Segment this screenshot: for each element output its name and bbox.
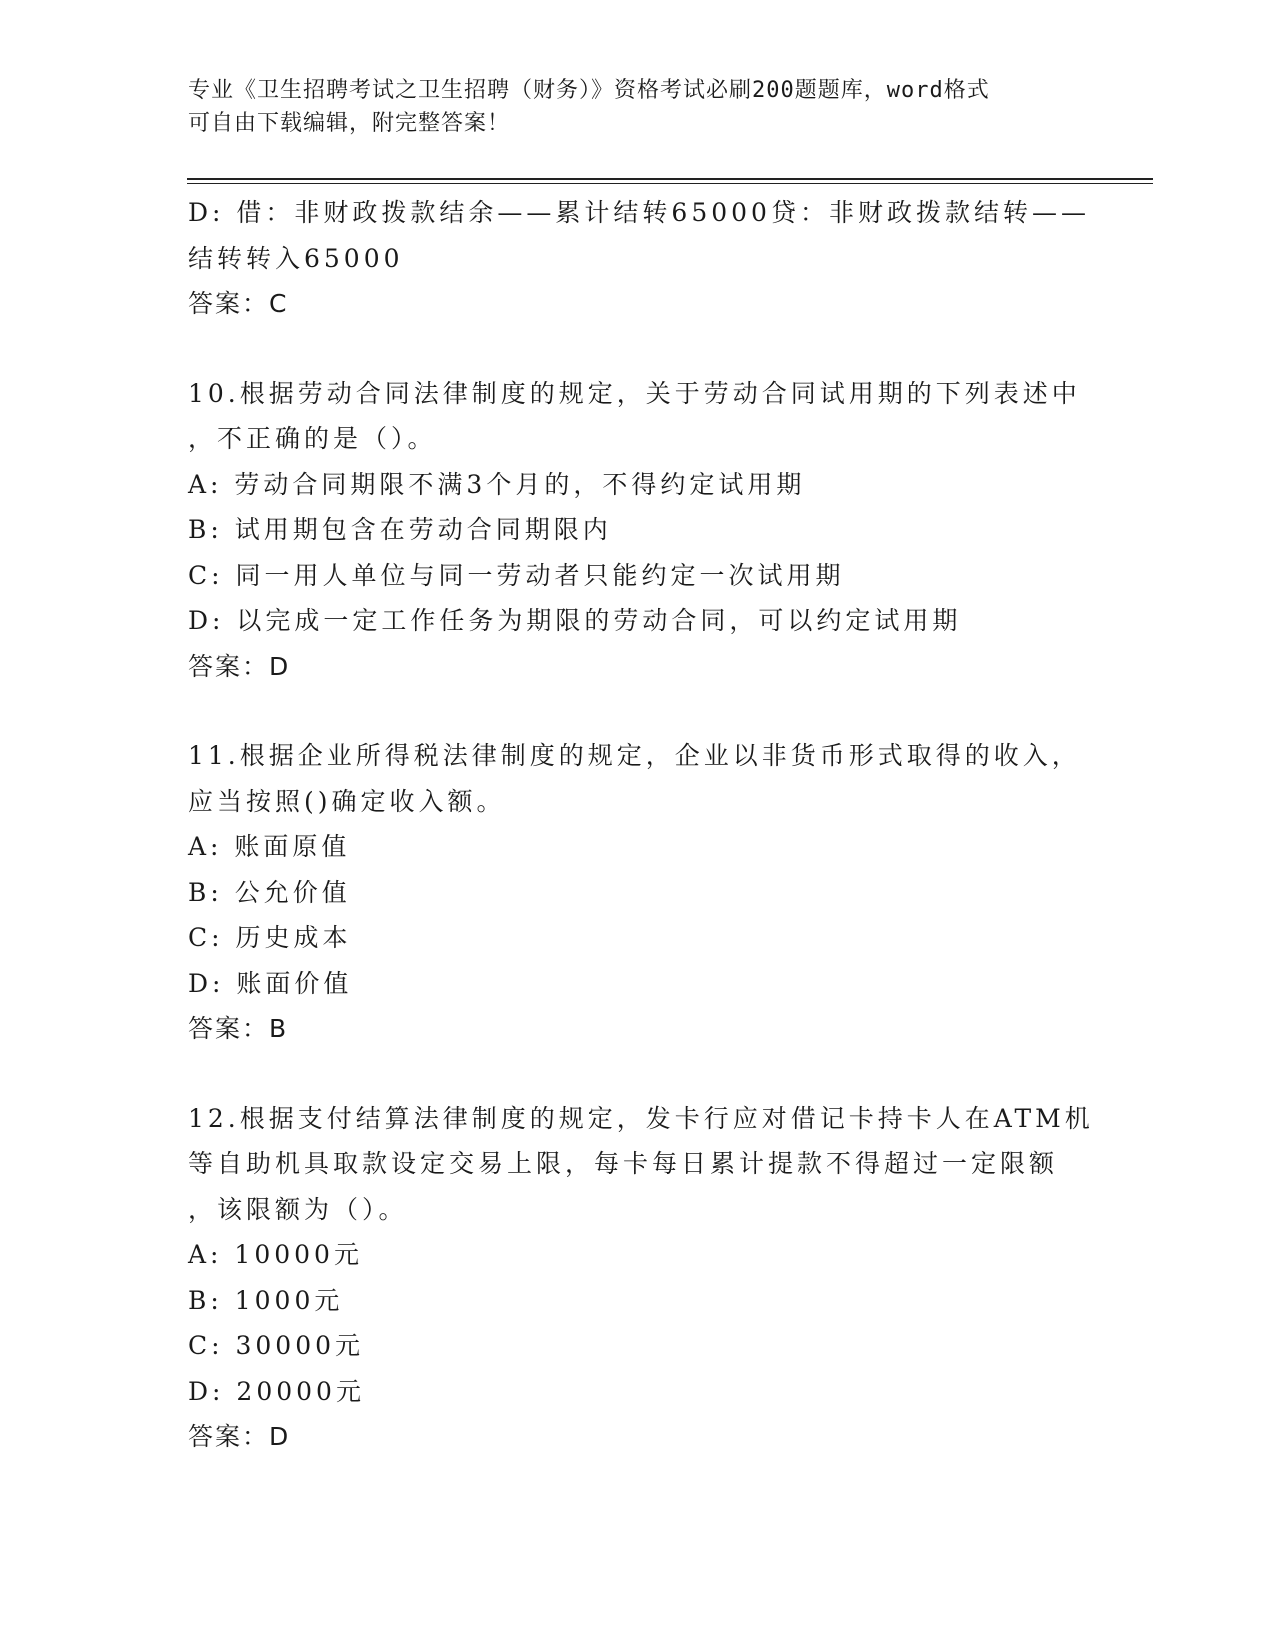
- header-title-line-1: 专业《卫生招聘考试之卫生招聘（财务）》资格考试必刷200题题库，word格式: [188, 78, 990, 103]
- question-stem-line-2: 等自助机具取款设定交易上限，每卡每日累计提款不得超过一定限额: [188, 1149, 1059, 1178]
- option-a: A: 劳动合同期限不满3个月的，不得约定试用期: [188, 469, 806, 499]
- option-c: C: 同一用人单位与同一劳动者只能约定一次试用期: [188, 560, 845, 590]
- spacer: [188, 689, 1088, 733]
- option-a: A: 10000元: [188, 1240, 363, 1269]
- spacer: [188, 327, 1088, 371]
- option-b: B: 试用期包含在劳动合同期限内: [188, 515, 612, 544]
- header-title-line-2: 可自由下载编辑，附完整答案！: [188, 111, 511, 136]
- option-d: D: 以完成一定工作任务为期限的劳动合同，可以约定试用期: [188, 606, 962, 635]
- header-rule-thin: [187, 183, 1153, 184]
- answer-label: 答案：D: [188, 651, 291, 681]
- option-d: D: 账面价值: [188, 968, 353, 998]
- question-stem-line-2: ，不正确的是（）。: [188, 424, 437, 453]
- option-c: C: 30000元: [188, 1331, 365, 1360]
- option-d-line-2: 结转转入65000: [188, 243, 404, 273]
- answer-label: 答案：B: [188, 1014, 289, 1043]
- question-9-tail: [188, 190, 1088, 327]
- question-stem-line-3: ，该限额为（）。: [188, 1194, 408, 1224]
- page-header: [188, 74, 1068, 140]
- question-stem-line-2: 应当按照()确定收入额。: [188, 786, 506, 816]
- question-stem-line-1: 12.根据支付结算法律制度的规定，发卡行应对借记卡持卡人在ATM机: [188, 1103, 1094, 1133]
- question-10: [188, 371, 1088, 690]
- option-d-line-1: D: 借：非财政拨款结余——累计结转65000贷：非财政拨款结转——: [188, 198, 1090, 227]
- option-b: B: 公允价值: [188, 877, 351, 907]
- question-12: [188, 1096, 1094, 1460]
- option-c: C: 历史成本: [188, 923, 352, 952]
- question-stem-line-1: 10.根据劳动合同法律制度的规定，关于劳动合同试用期的下列表述中: [188, 378, 1081, 408]
- question-stem-line-1: 11.根据企业所得税法律制度的规定，企业以非货币形式取得的收入，: [188, 741, 1081, 770]
- header-rule-thick: [187, 178, 1153, 180]
- question-11: [188, 733, 1088, 1052]
- answer-label: 答案：C: [188, 289, 289, 318]
- answer-label: 答案：D: [188, 1422, 291, 1451]
- spacer: [188, 1052, 1088, 1096]
- option-b: B: 1000元: [188, 1285, 344, 1315]
- option-d: D: 20000元: [188, 1376, 365, 1406]
- option-a: A: 账面原值: [188, 832, 351, 861]
- question-content: [188, 190, 1094, 1460]
